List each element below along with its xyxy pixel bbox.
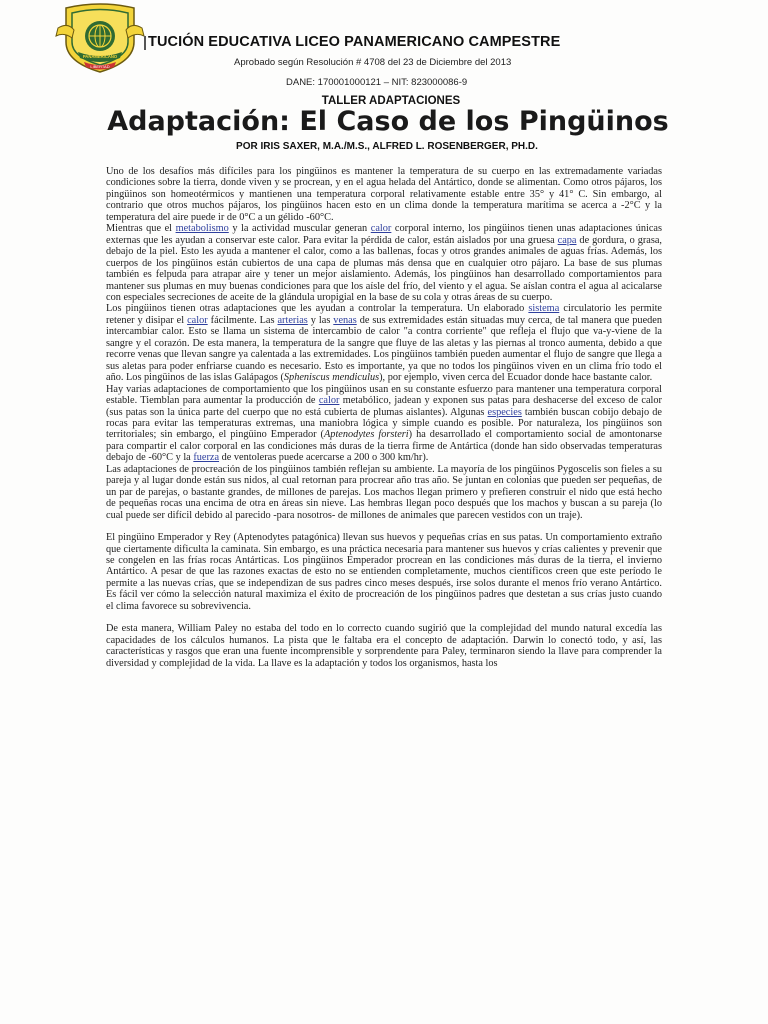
link-arterias[interactable]: arterias [277,314,308,326]
link-calor[interactable]: calor [370,223,392,235]
link-venas[interactable]: venas [333,314,357,326]
institution-name: TUCIÓN EDUCATIVA LICEO PANAMERICANO CAMPESTRE [148,34,561,50]
paragraph-6: El pingüino Emperador y Rey (Aptenodytes patagónica) llevan sus huevos y pequeñas crías en sus patas. Un comportamiento extraño que ciertamente dificulta la caminata. Sin embargo, es una práctica necesaria para mantener sus huevos y crías calientes y prevenir que se congelen en las frías rocas Antárticas. Los pingüinos Emperador procrean en las condiciones más duras de la tierra, el invierno Antártico. A pesar de que las razones exactas de esto no se entienden completamente, muchos científicos creen que este período le permite a las nuevas crías, que se independizan de sus padres cinco meses después, irse solos durante el menos frío verano Antártico. Es fácil ver cómo la selección natural maximiza el éxito de procreación de los pingüinos padres que destetan a sus crías justo cuando el clima favorece su sobrevivencia. [106,532,662,612]
logo-ribbon-text: PANAMERICANO [82,54,118,59]
authors-line: POR IRIS SAXER, M.A./M.S., ALFRED L. ROSENBERGER, PH.D. [236,141,538,152]
link-calor-3[interactable]: calor [318,395,340,407]
paragraph-2: Mientras que el metabolismo y la actividad muscular generan calor corporal interno, los pingüinos tienen unas adaptaciones únicas externas que les ayudan a conservar este calor. Para evitar la pérdida de calor, están aislados por una gruesa capa de gordura, o grasa, debajo de la piel. Esto les ayuda a mantener el calor, como a las ballenas, focas y otros grandes animales de aguas frías. Además, los cuerpos de los pingüinos están cubiertos de una capa de plumas más densa que en cualquier otro pájaro. La base de sus plumas también es felpuda para atrapar aire y tener un mejor aislamiento. Además, los pingüinos han desarrollado comportamientos para mantener sus plumas en muy buenas condiciones para que los aísle del frío, del viento y el agua. Se aíslan contra el agua al acicalarse con especiales secreciones de aceite de la glándula uropigial en la base de su cola y otras áreas de su cuerpo. [106,223,662,303]
link-fuerza[interactable]: fuerza [193,452,220,464]
link-capa[interactable]: capa [557,234,577,246]
paragraph-7: De esta manera, William Paley no estaba del todo en lo correcto cuando sugirió que la complejidad del mundo natural excedía las capacidades de los cálculos humanos. La pista que le faltaba era el concepto de adaptación. Darwin lo conectó todo, y así, las características y rasgos que eran una fuente incomprensible y sorprendente para Paley, terminaron siendo la llave para comprender la diversidad y complejidad de la vida. La llave es la adaptación y todos los organismos, hasta los [106,623,662,669]
logo-banner-text: LIBERTAD [90,64,110,69]
resolution-line: Aprobado según Resolución # 4708 del 23 de Diciembre del 2013 [234,57,512,68]
paragraph-1: Uno de los desafíos más difíciles para los pingüinos es mantener la temperatura de su cuerpo en las extremadamente variadas condiciones sobre la tierra, donde viven y se procrean, y en el agua helada del Antártico, donde se alimentan. Como otros pájaros, los pingüinos son homeotérmicos y mantienen una temperatura corporal relativamente estable entre 35° y 41° C. Sin embargo, al contrario que otros muchos pájaros, los pingüinos hacen esto en un clima donde la temperatura marítima se acerca a -2°C y la temperatura del aire puede ir de 0°C a un gélido -60°C. [106,166,662,223]
link-especies[interactable]: especies [487,406,522,418]
paragraph-4: Hay varias adaptaciones de comportamiento que los pingüinos usan en su constante esfuerzo para mantener una temperatura corporal estable. Tiemblan para aumentar la producción de calor metabólico, jadean y exponen sus patas para deshacerse del exceso de calor (sus patas son la única parte del cuerpo que no está cubierta de plumas aislantes). Algunas especies también buscan cobijo debajo de rocas para evitar las temperaturas extremas, una maniobra lógica y simple cuando es posible. Por naturaleza, los pingüinos son territoriales; sin embargo, el pingüino Emperador (Aptenodytes forsteri) ha desarrollado el comportamiento social de amontonarse para compartir el calor corporal en las condiciones más duras de la tierra firme de Antártica (donde han sido observadas temperaturas debajo de -60°C y la fuerza de ventoleras puede acercarse a 200 o 300 km/hr). [106,383,662,464]
link-metabolismo[interactable]: metabolismo [175,223,229,235]
link-calor-2[interactable]: calor [187,314,208,326]
school-crest-logo [54,2,146,76]
institution-separator [144,36,146,50]
link-sistema[interactable]: sistema [528,303,560,315]
paragraph-5: Las adaptaciones de procreación de los pingüinos también reflejan su ambiente. La mayoría de los pingüinos Pygoscelis son fieles a su pareja y al lugar donde están sus nidos, al cual retornan para procrear año tras año. Se juntan en colonias que pueden ser pequeñas, de un par de parejas, o bastante grandes, de millones de parejas. Los machos llegan primero y prefieren construir el nido que está hecho de pequeñas rocas una encima de otra en áreas sin nieve. Las hembras llegan poco después que los machos y buscan a su pareja (lo cual puede ser difícil debido al parecido -para nosotros- de millones de animales que parecen vestidos con un traje). [106,463,662,521]
worksheet-label: TALLER ADAPTACIONES [321,95,461,107]
article-body [106,166,662,669]
dane-nit-line: DANE: 170001000121 – NIT: 823000086-9 [286,77,468,88]
page-title: Adaptación: El Caso de los Pingüinos [107,106,669,137]
paragraph-3: Los pingüinos tienen otras adaptaciones que les ayudan a controlar la temperatura. Un elaborado sistema circulatorio les permite retener y disipar el calor fácilmente. Las arterias y las venas de sus extremidades están situadas muy cerca, de tal manera que pueden intercambiar calor. Esto se llama un sistema de intercambio de calor "a contra corriente" que refleja el flujo que va-y-viene de la sangre y el corazón. De esta manera, la temperatura de la sangre que fluye de las aletas y las piernas al tronco aumenta, debido a que recorre venas que llevan sangre ya calentada a las extremidades. Los pingüinos también pueden aumentar el flujo de sangre que llega a sus aletas para poder enfriarse cuando es necesario. Esto es importante, ya que no todos los pingüinos viven en un clima frío todo el año. Los pingüinos de las islas Galápagos (Spheniscus mendiculus), por ejemplo, viven cerca del Ecuador donde hace bastante calor. [106,303,663,384]
